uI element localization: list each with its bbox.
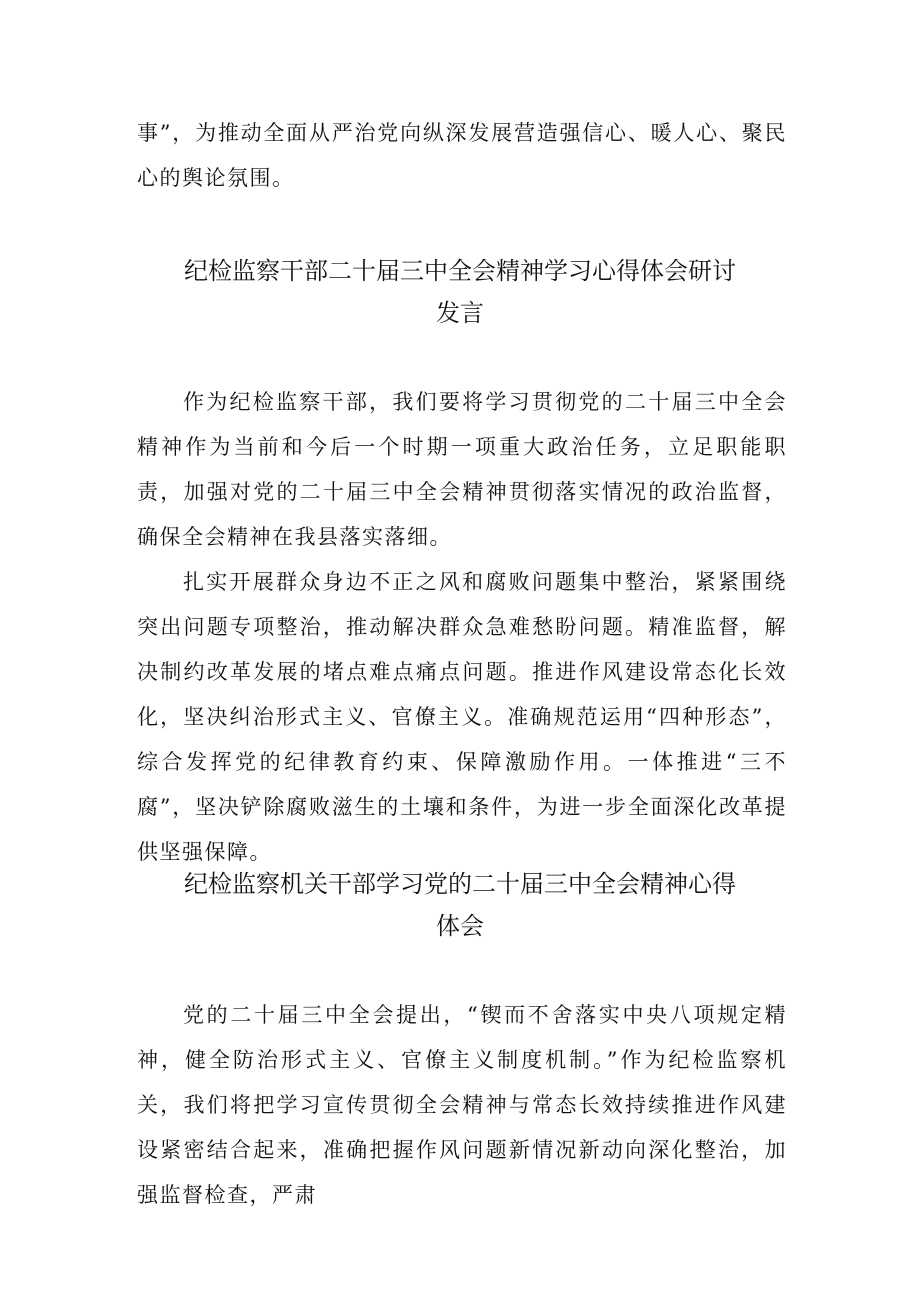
section-2-title-line-1: 纪检监察机关干部学习党的二十届三中全会精神心得: [184, 870, 736, 898]
section-2-paragraph-1: 党的二十届三中全会提出，“锲而不舍落实中央八项规定精神，健全防治形式主义、官僚主义制度机制。”作为纪检监察机关，我们将把学习宣传贯彻全会精神与常态长效持续推进作风建设紧密结合起来，准确把握作风问题新情况新动向深化整治，加强监督检查，严肃: [137, 1003, 787, 1207]
continuation-paragraph: 事”，为推动全面从严治党向纵深发展营造强信心、暖人心、聚民心的舆论氛围。: [137, 121, 787, 190]
section-1-paragraph-1: 作为纪检监察干部，我们要将学习贯彻党的二十届三中全会精神作为当前和今后一个时期一项重大政治任务，立足职能职责，加强对党的二十届三中全会精神贯彻落实情况的政治监督，确保全会精神在我县落实落细。: [137, 390, 787, 549]
section-2-title: [130, 863, 790, 947]
section-1-paragraph-2: 扎实开展群众身边不正之风和腐败问题集中整治，紧紧围绕突出问题专项整治，推动解决群众急难愁盼问题。精准监督，解决制约改革发展的堵点难点痛点问题。推进作风建设常态化长效化，坚决纠治形式主义、官僚主义。准确规范运用“四种形态”，综合发挥党的纪律教育约束、保障激励作用。一体推进“三不腐”，坚决铲除腐败滋生的土壤和条件，为进一步全面深化改革提供坚强保障。: [137, 570, 787, 864]
section-1-title-line-2: 发言: [436, 299, 484, 327]
section-1-title: [130, 250, 790, 334]
section-1-title-line-1: 纪检监察干部二十届三中全会精神学习心得体会研讨: [184, 257, 736, 285]
section-2-title-line-2: 体会: [436, 912, 484, 940]
